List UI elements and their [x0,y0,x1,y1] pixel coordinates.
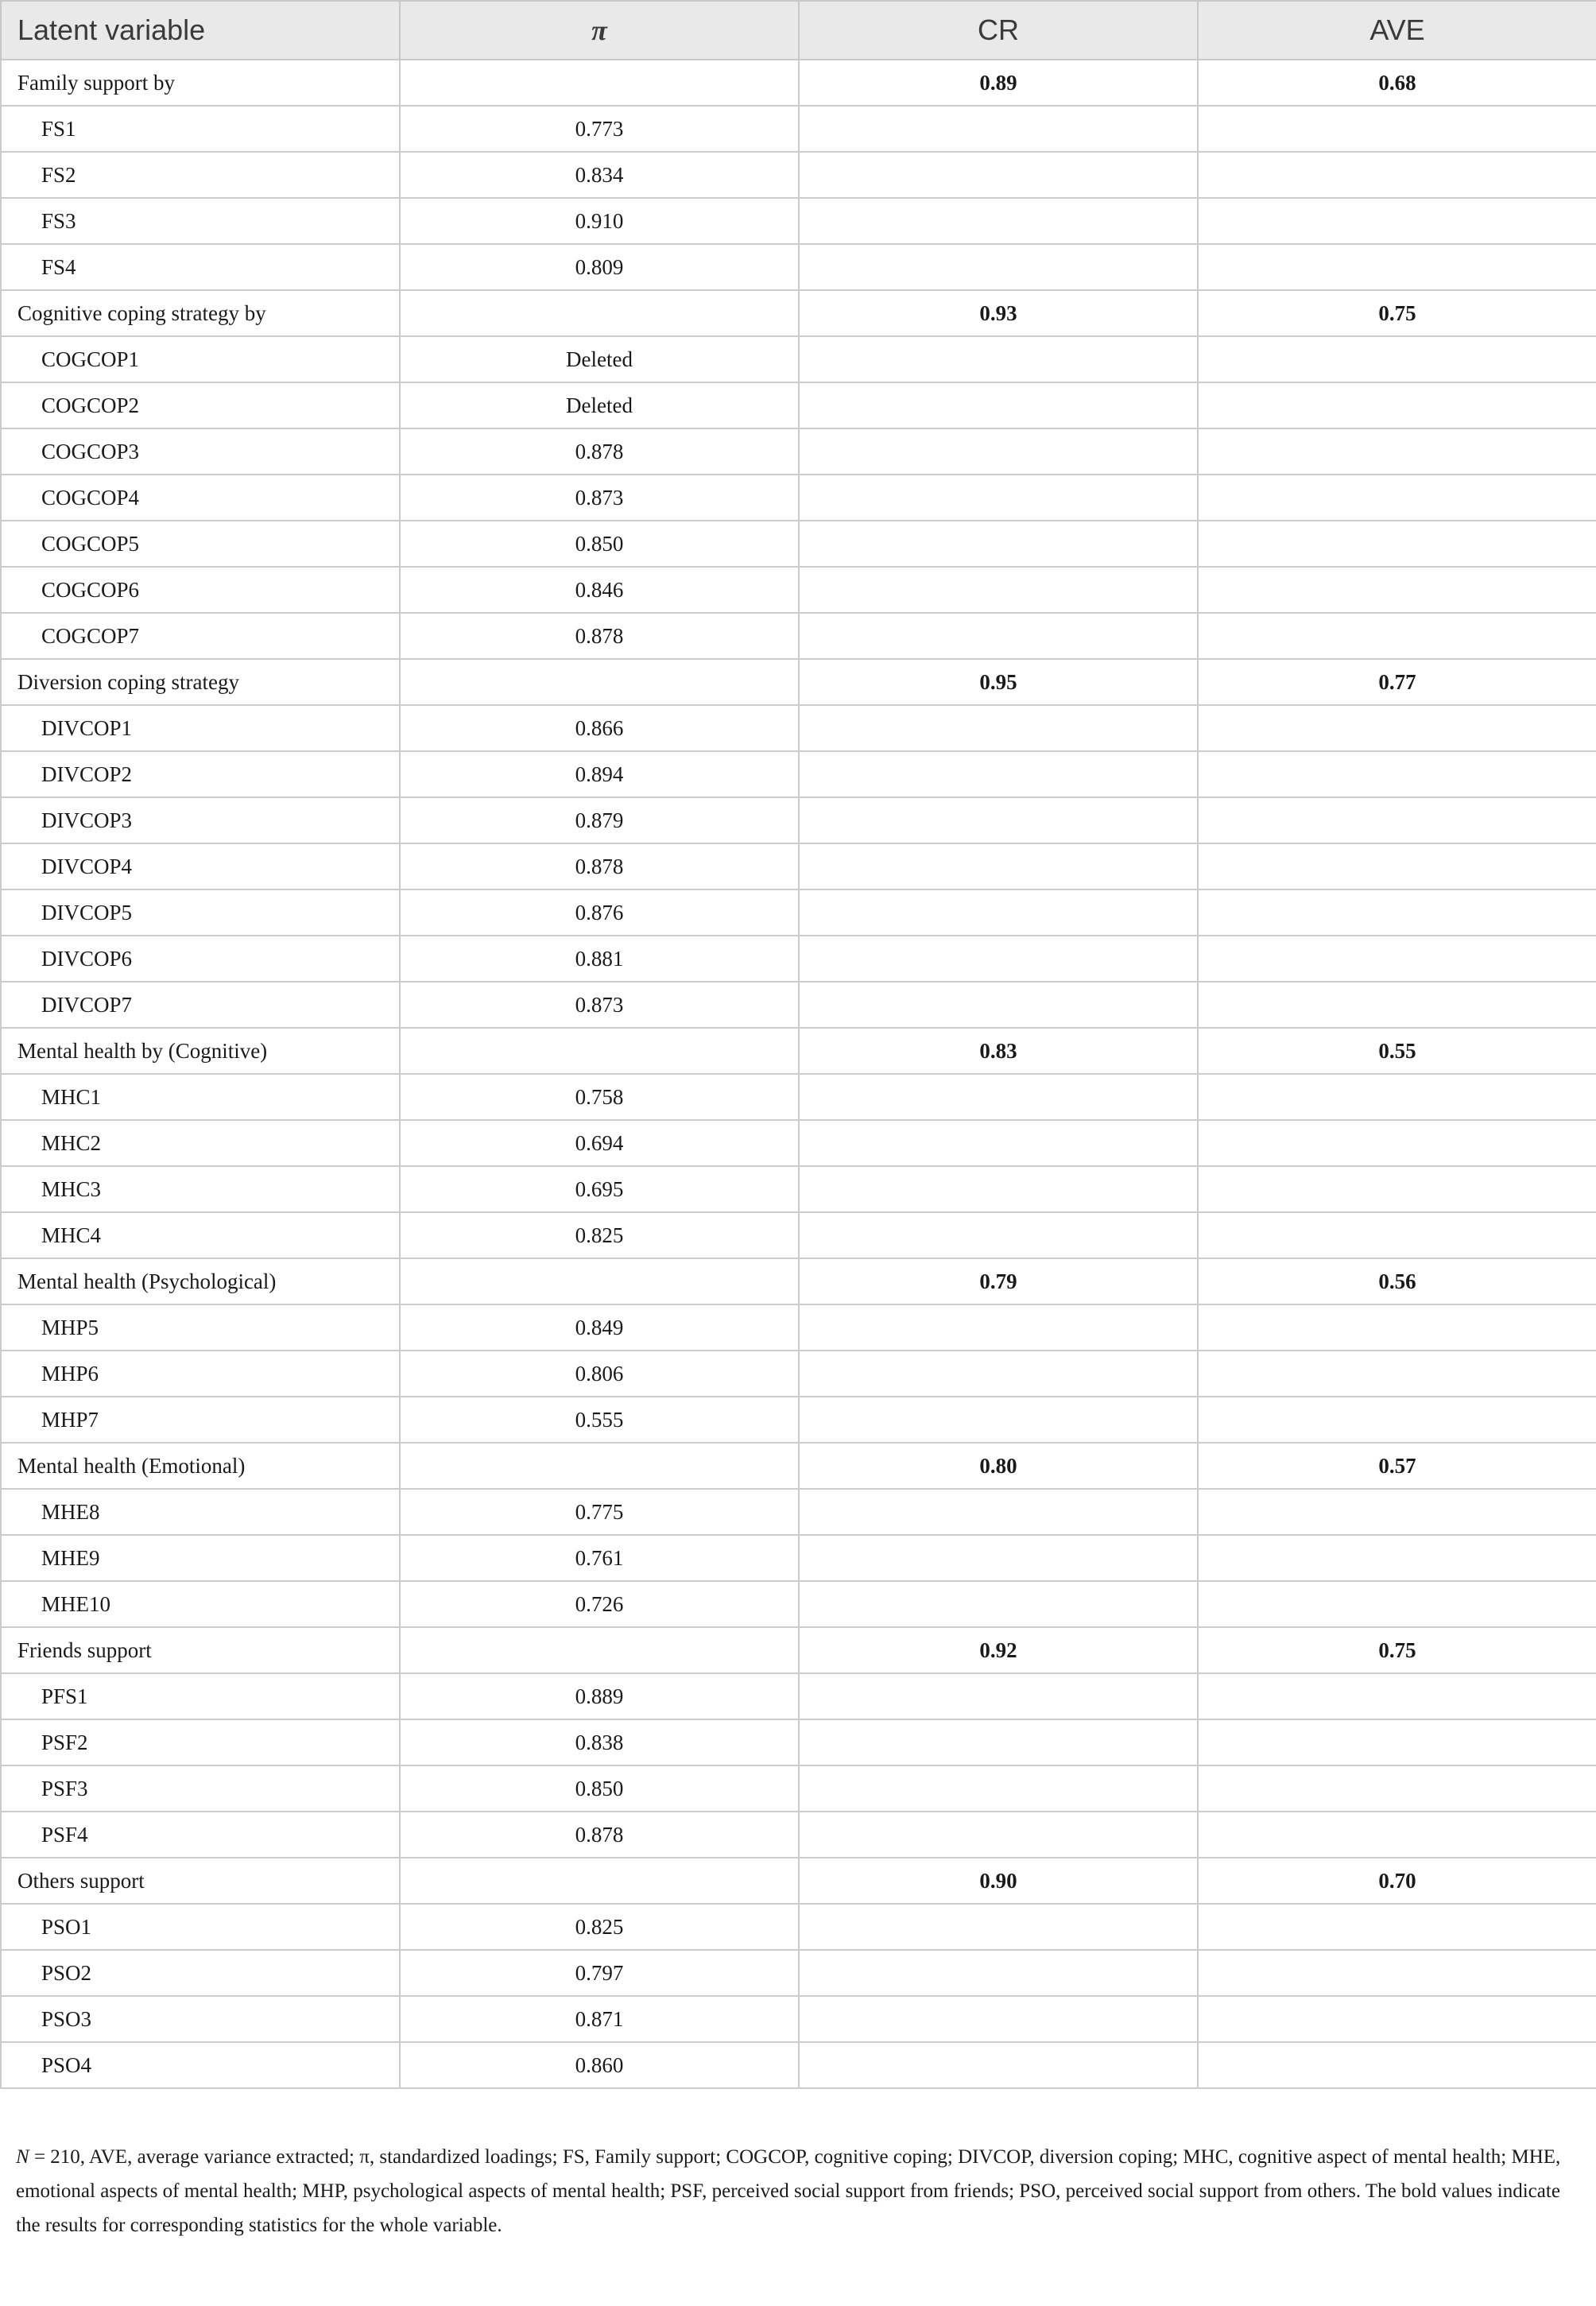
item-row [1,336,1596,382]
item-cr-cell [799,751,1198,797]
group-cr-value: 0.79 [799,1258,1198,1304]
item-cr-cell [799,797,1198,843]
item-loading: 0.850 [400,1765,799,1812]
item-row [1,152,1596,198]
item-row [1,1166,1596,1212]
group-cr-value: 0.95 [799,659,1198,705]
item-name: MHC4 [1,1212,400,1258]
item-ave-cell [1198,1166,1596,1212]
item-row [1,1904,1596,1950]
item-loading: 0.866 [400,705,799,751]
item-cr-cell [799,705,1198,751]
item-cr-cell [799,1581,1198,1627]
item-ave-cell [1198,705,1596,751]
group-label: Mental health (Psychological) [1,1258,400,1304]
group-row [1,1627,1596,1673]
item-loading: 0.775 [400,1489,799,1535]
item-ave-cell [1198,521,1596,567]
item-loading: 0.860 [400,2042,799,2088]
item-loading: 0.889 [400,1673,799,1719]
item-row [1,475,1596,521]
item-row [1,198,1596,244]
item-cr-cell [799,2042,1198,2088]
group-row [1,1443,1596,1489]
footnote-n-symbol: N [16,2146,29,2168]
group-label: Friends support [1,1627,400,1673]
item-ave-cell [1198,1535,1596,1581]
item-loading: 0.894 [400,751,799,797]
item-cr-cell [799,567,1198,613]
item-cr-cell [799,889,1198,936]
group-label: Diversion coping strategy [1,659,400,705]
item-cr-cell [799,336,1198,382]
group-cr-value: 0.92 [799,1627,1198,1673]
item-cr-cell [799,1812,1198,1858]
item-name: COGCOP4 [1,475,400,521]
item-name: COGCOP2 [1,382,400,428]
item-cr-cell [799,1166,1198,1212]
group-pi-cell [400,1258,799,1304]
group-pi-cell [400,290,799,336]
item-row [1,936,1596,982]
item-name: MHE9 [1,1535,400,1581]
item-row [1,1120,1596,1166]
item-row [1,1812,1596,1858]
item-cr-cell [799,1765,1198,1812]
group-label: Cognitive coping strategy by [1,290,400,336]
item-name: DIVCOP1 [1,705,400,751]
item-row [1,613,1596,659]
item-cr-cell [799,152,1198,198]
item-loading: 0.878 [400,1812,799,1858]
item-ave-cell [1198,1304,1596,1351]
item-cr-cell [799,1397,1198,1443]
item-cr-cell [799,382,1198,428]
group-cr-value: 0.90 [799,1858,1198,1904]
item-ave-cell [1198,1212,1596,1258]
item-loading: 0.825 [400,1212,799,1258]
header-pi: π [400,1,799,60]
header-cr: CR [799,1,1198,60]
item-row [1,751,1596,797]
item-cr-cell [799,428,1198,475]
item-ave-cell [1198,1673,1596,1719]
item-ave-cell [1198,106,1596,152]
item-cr-cell [799,198,1198,244]
item-name: MHP7 [1,1397,400,1443]
item-loading: 0.871 [400,1996,799,2042]
item-row [1,1996,1596,2042]
item-ave-cell [1198,751,1596,797]
group-pi-cell [400,659,799,705]
group-row [1,290,1596,336]
item-cr-cell [799,1950,1198,1996]
item-loading: 0.850 [400,521,799,567]
item-loading: 0.910 [400,198,799,244]
item-name: PSF4 [1,1812,400,1858]
item-loading: 0.809 [400,244,799,290]
group-ave-value: 0.68 [1198,60,1596,106]
item-row [1,1397,1596,1443]
item-ave-cell [1198,1397,1596,1443]
item-ave-cell [1198,1719,1596,1765]
item-loading: 0.879 [400,797,799,843]
item-ave-cell [1198,1904,1596,1950]
item-ave-cell [1198,982,1596,1028]
group-cr-value: 0.89 [799,60,1198,106]
item-loading: 0.876 [400,889,799,936]
item-loading: 0.873 [400,982,799,1028]
item-ave-cell [1198,567,1596,613]
item-ave-cell [1198,1489,1596,1535]
item-loading: 0.881 [400,936,799,982]
item-cr-cell [799,1304,1198,1351]
group-pi-cell [400,1627,799,1673]
item-row [1,1673,1596,1719]
item-ave-cell [1198,936,1596,982]
item-loading: Deleted [400,382,799,428]
item-cr-cell [799,1120,1198,1166]
item-row [1,1304,1596,1351]
item-row [1,1351,1596,1397]
group-pi-cell [400,1858,799,1904]
item-row [1,106,1596,152]
item-name: MHC1 [1,1074,400,1120]
item-name: DIVCOP4 [1,843,400,889]
item-row [1,1535,1596,1581]
item-loading: 0.873 [400,475,799,521]
header-row [1,1,1596,60]
item-name: COGCOP7 [1,613,400,659]
group-ave-value: 0.75 [1198,1627,1596,1673]
group-pi-cell [400,1028,799,1074]
group-row [1,1258,1596,1304]
group-label: Mental health by (Cognitive) [1,1028,400,1074]
item-ave-cell [1198,198,1596,244]
item-row [1,705,1596,751]
item-row [1,244,1596,290]
item-name: PSO2 [1,1950,400,1996]
item-name: PSO3 [1,1996,400,2042]
item-name: FS3 [1,198,400,244]
item-row [1,889,1596,936]
item-row [1,1212,1596,1258]
group-pi-cell [400,60,799,106]
item-row [1,382,1596,428]
group-ave-value: 0.57 [1198,1443,1596,1489]
item-cr-cell [799,1489,1198,1535]
item-cr-cell [799,521,1198,567]
item-cr-cell [799,106,1198,152]
item-cr-cell [799,1996,1198,2042]
item-name: COGCOP1 [1,336,400,382]
item-row [1,567,1596,613]
group-ave-value: 0.55 [1198,1028,1596,1074]
item-cr-cell [799,1904,1198,1950]
item-loading: 0.878 [400,613,799,659]
item-loading: 0.797 [400,1950,799,1996]
item-ave-cell [1198,889,1596,936]
item-row [1,1489,1596,1535]
group-row [1,659,1596,705]
item-loading: 0.825 [400,1904,799,1950]
item-name: COGCOP6 [1,567,400,613]
item-name: FS2 [1,152,400,198]
header-latent-variable: Latent variable [1,1,400,60]
item-name: MHC2 [1,1120,400,1166]
group-row [1,1858,1596,1904]
item-name: PSF3 [1,1765,400,1812]
item-ave-cell [1198,843,1596,889]
item-ave-cell [1198,2042,1596,2088]
item-loading: 0.726 [400,1581,799,1627]
item-cr-cell [799,1212,1198,1258]
group-label: Family support by [1,60,400,106]
item-row [1,1581,1596,1627]
item-cr-cell [799,613,1198,659]
item-row [1,2042,1596,2088]
item-loading: 0.694 [400,1120,799,1166]
item-cr-cell [799,1074,1198,1120]
item-row [1,982,1596,1028]
item-loading: 0.758 [400,1074,799,1120]
item-ave-cell [1198,1120,1596,1166]
item-ave-cell [1198,1581,1596,1627]
item-name: DIVCOP7 [1,982,400,1028]
item-ave-cell [1198,1351,1596,1397]
item-loading: 0.838 [400,1719,799,1765]
item-ave-cell [1198,1996,1596,2042]
group-label: Mental health (Emotional) [1,1443,400,1489]
item-loading: Deleted [400,336,799,382]
group-ave-value: 0.70 [1198,1858,1596,1904]
item-name: DIVCOP2 [1,751,400,797]
item-loading: 0.555 [400,1397,799,1443]
item-cr-cell [799,1351,1198,1397]
group-ave-value: 0.56 [1198,1258,1596,1304]
table-body [1,60,1596,2088]
item-name: FS1 [1,106,400,152]
item-name: PSO1 [1,1904,400,1950]
item-cr-cell [799,475,1198,521]
footnote-text: = 210, AVE, average variance extracted; π, standardized loadings; FS, Family support; COGCOP, cognitive coping; DIVCOP, diversion coping; MHC, cognitive aspect of mental health; MHE, emotional aspects of mental health; MHP, psychological aspects of mental health; PSF, perceived social support from friends; PSO, perceived social support from others. The bold values indicate the results for corresponding statistics for the whole variable. [16,2146,1561,2236]
item-cr-cell [799,1719,1198,1765]
item-ave-cell [1198,1812,1596,1858]
item-ave-cell [1198,382,1596,428]
item-loading: 0.846 [400,567,799,613]
item-name: DIVCOP3 [1,797,400,843]
group-ave-value: 0.75 [1198,290,1596,336]
item-name: PFS1 [1,1673,400,1719]
item-name: MHC3 [1,1166,400,1212]
item-name: PSO4 [1,2042,400,2088]
item-name: PSF2 [1,1719,400,1765]
item-row [1,1950,1596,1996]
item-loading: 0.761 [400,1535,799,1581]
item-loading: 0.878 [400,843,799,889]
item-ave-cell [1198,475,1596,521]
item-row [1,1719,1596,1765]
item-loading: 0.773 [400,106,799,152]
item-loading: 0.695 [400,1166,799,1212]
item-ave-cell [1198,1074,1596,1120]
item-ave-cell [1198,244,1596,290]
item-name: DIVCOP5 [1,889,400,936]
item-ave-cell [1198,428,1596,475]
item-cr-cell [799,982,1198,1028]
item-ave-cell [1198,797,1596,843]
item-ave-cell [1198,152,1596,198]
group-pi-cell [400,1443,799,1489]
item-name: MHP5 [1,1304,400,1351]
group-cr-value: 0.83 [799,1028,1198,1074]
item-ave-cell [1198,1765,1596,1812]
item-row [1,797,1596,843]
group-cr-value: 0.93 [799,290,1198,336]
group-label: Others support [1,1858,400,1904]
item-ave-cell [1198,613,1596,659]
item-row [1,843,1596,889]
item-loading: 0.806 [400,1351,799,1397]
item-name: MHE10 [1,1581,400,1627]
item-cr-cell [799,1535,1198,1581]
item-loading: 0.878 [400,428,799,475]
item-loading: 0.849 [400,1304,799,1351]
item-name: MHP6 [1,1351,400,1397]
group-row [1,1028,1596,1074]
header-ave: AVE [1198,1,1596,60]
item-cr-cell [799,843,1198,889]
item-cr-cell [799,244,1198,290]
item-name: DIVCOP6 [1,936,400,982]
item-name: FS4 [1,244,400,290]
item-cr-cell [799,936,1198,982]
group-ave-value: 0.77 [1198,659,1596,705]
item-name: MHE8 [1,1489,400,1535]
item-row [1,1074,1596,1120]
item-cr-cell [799,1673,1198,1719]
table-footnote [16,2140,1580,2242]
group-cr-value: 0.80 [799,1443,1198,1489]
item-ave-cell [1198,1950,1596,1996]
item-row [1,428,1596,475]
item-row [1,521,1596,567]
group-row [1,60,1596,106]
item-loading: 0.834 [400,152,799,198]
item-name: COGCOP5 [1,521,400,567]
item-name: COGCOP3 [1,428,400,475]
item-ave-cell [1198,336,1596,382]
item-row [1,1765,1596,1812]
